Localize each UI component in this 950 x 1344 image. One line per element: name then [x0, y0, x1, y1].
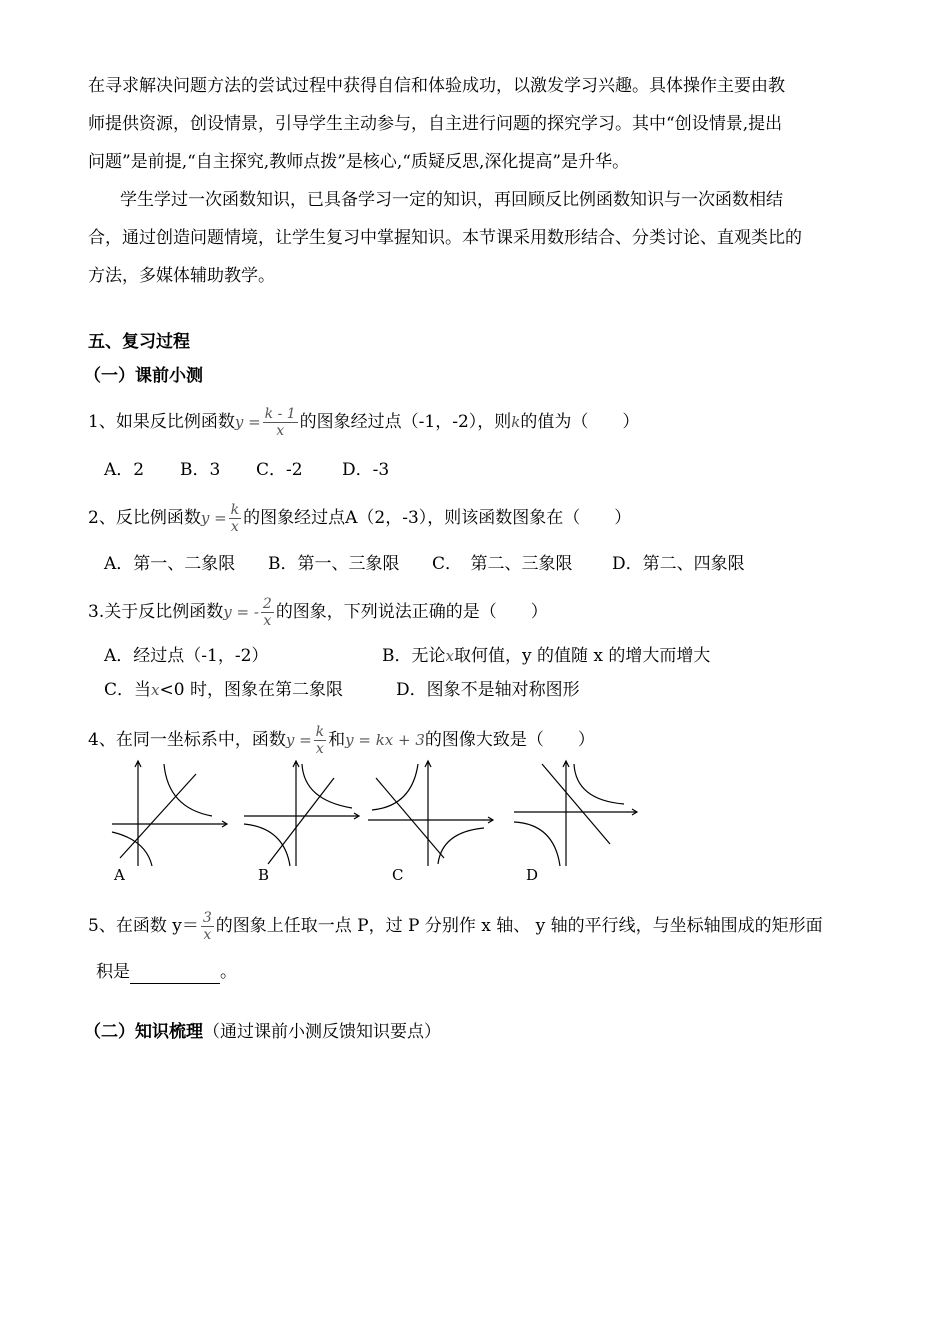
intro-line: 学生学过一次函数知识，已具备学习一定的知识，再回顾反比例函数知识与一次函数相结 — [120, 190, 783, 210]
option-d: D．-3 — [342, 460, 390, 480]
fraction-denominator: x — [276, 423, 285, 439]
graph-label-b: B — [258, 866, 270, 884]
hyperbola-branch — [302, 764, 352, 808]
option-a: A．经过点（-1，-2） — [104, 646, 269, 666]
option-a: A．第一、二象限 — [104, 554, 236, 574]
linear-function-line — [120, 774, 196, 858]
intro-line: 问题”是前提,“自主探究,教师点拨”是核心,“质疑反思,深化提高”是升华。 — [88, 152, 630, 172]
intro-line: 合，通过创造问题情境，让学生复习中掌握知识。本节课采用数形结合、分类讨论、直观类比的 — [88, 228, 802, 248]
question-text: 3.关于反比例函数 — [88, 602, 224, 622]
math-lhs: y = — [285, 731, 312, 749]
linear-function-line — [268, 778, 334, 864]
math-lhs: y = — [200, 509, 227, 527]
option-a: A．2 — [104, 460, 145, 480]
question-text: 的图象上任取一点 P，过 P 分别作 x 轴、 y 轴的平行线，与坐标轴围成的矩形面 — [215, 916, 823, 936]
hyperbola-branch — [112, 832, 152, 866]
option-text: 取何值，y 的值随 x 的增大而增大 — [453, 646, 711, 666]
graph-b — [242, 758, 362, 868]
hyperbola-branch — [438, 828, 484, 864]
option-c — [104, 678, 343, 702]
linear-function-line — [376, 778, 444, 858]
option-b: B．3 — [180, 460, 221, 480]
question-2 — [88, 502, 631, 535]
math-var: x — [445, 647, 454, 665]
fraction-denominator: x — [203, 927, 212, 943]
option-d: D．图象不是轴对称图形 — [396, 680, 580, 700]
question-text: 的图像大致是（ ） — [424, 730, 595, 750]
math-lhs: y = - — [223, 603, 259, 621]
math-lhs: y = — [234, 413, 261, 431]
fraction-numerator: k — [230, 502, 240, 518]
fraction-numerator: 3 — [202, 910, 212, 926]
fraction-denominator: x — [230, 519, 239, 535]
question-text: 的图象，下列说法正确的是（ ） — [275, 602, 548, 622]
fraction — [263, 406, 298, 439]
graph-c — [366, 758, 496, 868]
option-text: <0 时，图象在第二象限 — [159, 680, 343, 700]
fraction-numerator: k - 1 — [264, 406, 296, 422]
hyperbola-branch — [574, 764, 624, 804]
question-3 — [88, 596, 548, 629]
math-var: k — [511, 413, 521, 431]
option-b — [382, 644, 710, 668]
question-text: 2、反比例函数 — [88, 508, 201, 528]
graph-label-d: D — [526, 866, 539, 884]
subsection-note: （通过课前小测反馈知识要点） — [203, 1022, 441, 1042]
graph-a — [110, 758, 230, 868]
fraction-numerator: 2 — [262, 596, 272, 612]
graph-d — [512, 758, 640, 868]
fraction — [314, 724, 326, 757]
option-text: C．当 — [104, 680, 152, 700]
question-text: 和 — [328, 730, 346, 750]
question-text: 1、如果反比例函数 — [88, 412, 235, 432]
question-text: 的图象经过点A（2，-3），则该函数图象在（ ） — [243, 508, 632, 528]
intro-line: 师提供资源，创设情景，引导学生主动参与，自主进行问题的探究学习。其中“创设情景,提出 — [88, 114, 783, 134]
option-c: C． 第二、三象限 — [432, 554, 573, 574]
question-5 — [88, 910, 823, 943]
option-d: D．第二、四象限 — [612, 554, 745, 574]
section-title: 五、复习过程 — [88, 332, 190, 352]
math-var: x — [151, 681, 160, 699]
hyperbola-branch — [372, 764, 418, 810]
hyperbola-branch — [514, 822, 560, 866]
question-1 — [88, 406, 639, 439]
option-c: C．-2 — [256, 460, 303, 480]
question-4 — [88, 724, 595, 757]
fraction-numerator: k — [315, 724, 325, 740]
intro-line: 在寻求解决问题方法的尝试过程中获得自信和体验成功，以激发学习兴趣。具体操作主要由教 — [88, 76, 785, 96]
subsection-title: （二）知识梳理 — [84, 1022, 203, 1042]
question-5-line-2 — [96, 960, 237, 984]
fraction — [201, 910, 214, 943]
question-text: 的图象经过点（-1，-2），则 — [299, 412, 512, 432]
graph-label-a: A — [114, 866, 125, 884]
option-text: B．无论 — [382, 646, 446, 666]
question-text: 4、在同一坐标系中，函数 — [88, 730, 286, 750]
question-text: 。 — [220, 962, 237, 982]
math-equation: y = kx + 3 — [345, 731, 425, 749]
answer-blank[interactable] — [130, 965, 220, 984]
fraction-denominator: x — [263, 613, 272, 629]
subsection-title: （一）课前小测 — [84, 366, 203, 386]
question-text: 的值为（ ） — [520, 412, 640, 432]
option-b: B．第一、三象限 — [268, 554, 400, 574]
question-text: 积是 — [96, 962, 130, 982]
intro-line: 方法，多媒体辅助教学。 — [88, 266, 275, 286]
hyperbola-branch — [164, 764, 212, 816]
fraction — [229, 502, 241, 535]
fraction-denominator: x — [315, 741, 324, 757]
fraction — [261, 596, 274, 629]
question-text: 5、在函数 y＝ — [88, 916, 199, 936]
subsection-2 — [84, 1020, 441, 1044]
graph-label-c: C — [392, 866, 404, 884]
